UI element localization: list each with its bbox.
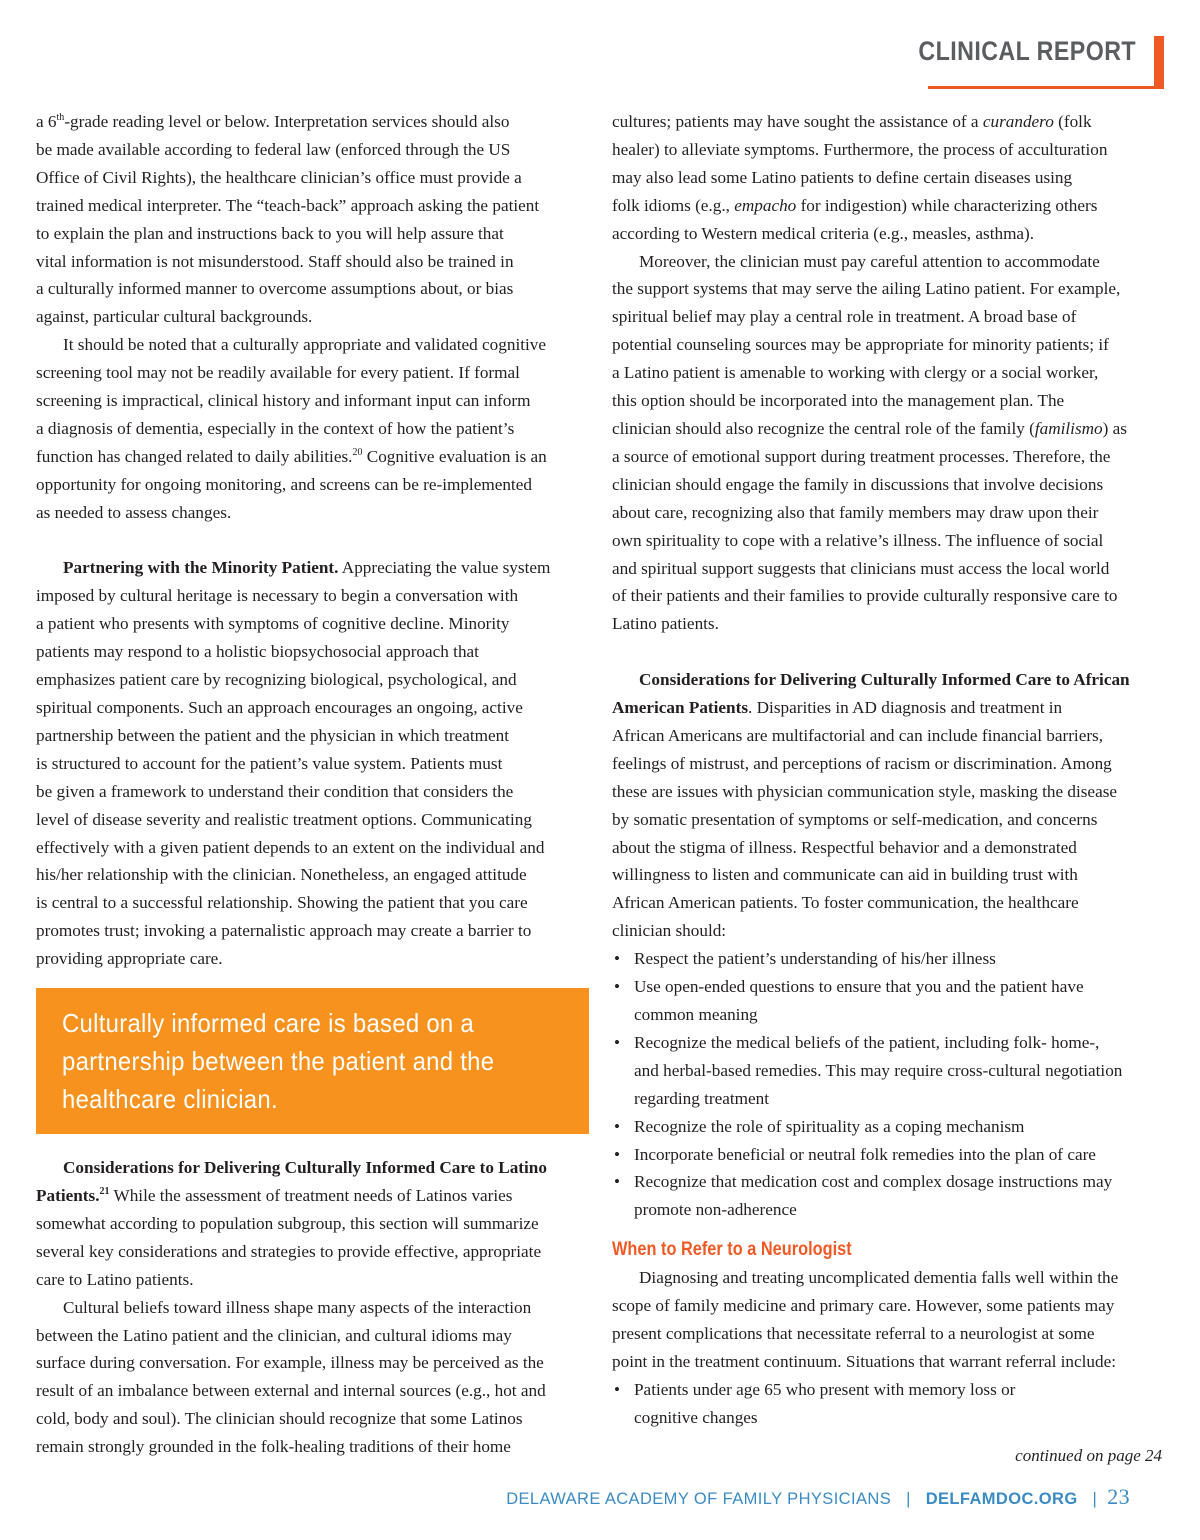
reference-21: 21 (99, 1185, 110, 1197)
body-line: function has changed related to daily abilities.$^{20}$ Cognitive evaluation is an (36, 446, 547, 466)
page-number: 23 (1107, 1484, 1130, 1509)
body-line: these are issues with physician communication style, masking the disease (612, 781, 1118, 801)
body-line: cold, body and soul). The clinician should recognize that some Latinos (36, 1409, 523, 1429)
body-line: as needed to assess changes. (36, 502, 232, 522)
list-item: • Recognize the medical beliefs of the patient, including folk- home-, and herbal-based remedies. This may require cross-cultural negotiation regarding treatment (612, 1029, 1164, 1113)
body-line: a 6th-grade reading level or below. Interpretation services should also (36, 112, 510, 131)
callout-line: healthcare clinician. (62, 1084, 278, 1115)
body-line: promotes trust; invoking a paternalistic approach may create a barrier to (36, 921, 532, 941)
body-line: providing appropriate care. (36, 949, 223, 969)
body-line: patients may respond to a holistic biopsychosocial approach that (36, 642, 479, 662)
body-line: spiritual belief may play a central role in treatment. A broad base of (612, 307, 1077, 327)
body-line: partnership between the patient and the physician in which treatment (36, 725, 509, 745)
partnering-heading: Partnering with the Minority Patient. (63, 558, 339, 578)
body-line: his/her relationship with the clinician. Nonetheless, an engaged attitude (36, 865, 527, 885)
body-line: a Latino patient is amenable to working with clergy or a social worker, (612, 363, 1099, 383)
body-line: is central to a successful relationship. Showing the patient that you care (36, 893, 528, 913)
section-label: CLINICAL REPORT (918, 36, 1136, 66)
reference-20: 20 (352, 446, 363, 458)
footer-site-link[interactable]: DELFAMDOC.ORG (925, 1490, 1078, 1508)
body-line: care to Latino patients. (36, 1269, 194, 1289)
body-line: a diagnosis of dementia, especially in the context of how the patient’s (36, 418, 515, 438)
body-line: spiritual components. Such an approach encourages an ongoing, active (36, 698, 523, 718)
body-line: surface during conversation. For example, illness may be perceived as the (36, 1353, 544, 1373)
body-line: a patient who presents with symptoms of cognitive decline. Minority (36, 614, 510, 634)
left-column (36, 108, 589, 1461)
body-line: African American patients. To foster communication, the healthcare (612, 893, 1079, 913)
body-line: somewhat according to population subgroup, this section will summarize (36, 1213, 539, 1233)
body-line: by somatic presentation of symptoms or self-medication, and concerns (612, 809, 1098, 829)
body-line: may also lead some Latino patients to define certain diseases using (612, 167, 1073, 187)
body-line: own spirituality to cope with a relative’s illness. The influence of social (612, 530, 1104, 550)
body-line: Cultural beliefs toward illness shape many aspects of the interaction (63, 1297, 532, 1317)
body-line: between the Latino patient and the clinician, and cultural idioms may (36, 1325, 512, 1345)
page-footer (506, 1484, 1130, 1510)
body-line: potential counseling sources may be appropriate for minority patients; if (612, 335, 1109, 355)
body-line: is structured to account for the patient’s value system. Patients must (36, 753, 503, 773)
list-item: • Patients under age 65 who present with memory loss or cognitive changes (612, 1376, 1164, 1432)
body-line: and spiritual support suggests that clinicians must access the local world (612, 558, 1110, 578)
list-item: • Use open-ended questions to ensure that you and the patient have common meaning (612, 973, 1164, 1029)
body-line: screening tool may not be readily available for every patient. If formal (36, 363, 520, 383)
list-item: • Recognize the role of spirituality as a coping mechanism (612, 1113, 1164, 1141)
callout-line: Culturally informed care is based on a (62, 1008, 475, 1039)
body-line: imposed by cultural heritage is necessary to begin a conversation with (36, 586, 519, 606)
body-line: about care, recognizing also that family members may draw upon their (612, 502, 1099, 522)
recommendation-list (612, 945, 1164, 1224)
header-accent-bar (1154, 36, 1164, 88)
body-line: It should be noted that a culturally appropriate and validated cognitive (63, 335, 547, 355)
body-line: to explain the plan and instructions back to you will help assure that (36, 223, 504, 243)
referral-list (612, 1376, 1164, 1432)
body-line: clinician should also recognize the central role of the family (familismo) as (612, 418, 1127, 438)
list-item: • Respect the patient’s understanding of his/her illness (612, 945, 1164, 973)
neurologist-subheading: When to Refer to a Neurologist (612, 1239, 852, 1261)
continued-note: continued on page 24 (1015, 1446, 1162, 1465)
right-column (612, 108, 1164, 1432)
list-item: • Recognize that medication cost and complex dosage instructions may promote non-adherence (612, 1168, 1164, 1224)
body-line: level of disease severity and realistic treatment options. Communicating (36, 809, 532, 829)
body-line: healer) to alleviate symptoms. Furthermore, the process of acculturation (612, 139, 1108, 159)
body-line: Diagnosing and treating uncomplicated dementia falls well within the (639, 1268, 1119, 1288)
body-line: present complications that necessitate referral to a neurologist at some (612, 1324, 1095, 1344)
body-line: emphasizes patient care by recognizing biological, psychological, and (36, 670, 517, 690)
body-line: clinician should: (612, 921, 727, 941)
header-accent-rule (928, 86, 1164, 89)
body-line: remain strongly grounded in the folk-healing traditions of their home (36, 1437, 511, 1457)
body-line: the support systems that may serve the ailing Latino patient. For example, (612, 279, 1121, 299)
body-line: a source of emotional support during treatment processes. Therefore, the (612, 446, 1111, 466)
body-line: feelings of mistrust, and perceptions of racism or discrimination. Among (612, 753, 1112, 773)
body-line: be made available according to federal law (enforced through the US (36, 139, 511, 159)
body-line: Patients.$^{21}$ While the assessment of treatment needs of Latinos varies (36, 1185, 513, 1205)
body-line: African Americans are multifactorial and can include financial barriers, (612, 725, 1104, 745)
body-line: American Patients. Disparities in AD diagnosis and treatment in (612, 698, 1063, 718)
body-line: a culturally informed manner to overcome assumptions about, or bias (36, 279, 514, 299)
body-line: Office of Civil Rights), the healthcare clinician’s office must provide a (36, 167, 522, 187)
body-line: according to Western medical criteria (e.g., measles, asthma). (612, 223, 1035, 243)
body-line: trained medical interpreter. The “teach-back” approach asking the patient (36, 195, 540, 215)
pull-quote-callout (36, 988, 589, 1134)
footer-org: DELAWARE ACADEMY OF FAMILY PHYSICIANS (506, 1490, 892, 1508)
body-line: willingness to listen and communicate can aid in building trust with (612, 865, 1078, 885)
footer-separator: | (906, 1490, 911, 1508)
body-line: Latino patients. (612, 614, 719, 634)
body-line: clinician should engage the family in discussions that involve decisions (612, 474, 1104, 494)
african-american-heading: Considerations for Delivering Culturally Informed Care to African (639, 670, 1130, 690)
body-line: effectively with a given patient depends to an extent on the individual and (36, 837, 545, 857)
body-line: screening is impractical, clinical history and informant input can inform (36, 391, 531, 411)
body-line: of their patients and their families to provide culturally responsive care to (612, 586, 1118, 606)
callout-line: partnership between the patient and the (62, 1046, 495, 1077)
body-line: result of an imbalance between external and internal sources (e.g., hot and (36, 1381, 546, 1401)
body-line: about the stigma of illness. Respectful behavior and a demonstrated (612, 837, 1077, 857)
body-line: several key considerations and strategies to provide effective, appropriate (36, 1241, 542, 1261)
body-line: Moreover, the clinician must pay careful attention to accommodate (639, 251, 1100, 271)
body-line: folk idioms (e.g., empacho for indigestion) while characterizing others (612, 195, 1098, 215)
footer-separator: | (1092, 1490, 1098, 1508)
latino-heading: Considerations for Delivering Culturally Informed Care to Latino (63, 1158, 547, 1178)
body-line: this option should be incorporated into the management plan. The (612, 391, 1065, 411)
body-line: be given a framework to understand their condition that considers the (36, 781, 514, 801)
list-item: • Incorporate beneficial or neutral folk remedies into the plan of care (612, 1141, 1164, 1169)
body-line: scope of family medicine and primary care. However, some patients may (612, 1296, 1115, 1316)
body-line: vital information is not misunderstood. Staff should also be trained in (36, 251, 514, 271)
body-line: cultures; patients may have sought the assistance of a curandero (folk (612, 112, 1092, 131)
body-line: against, particular cultural backgrounds. (36, 307, 313, 327)
body-line: Partnering with the Minority Patient. Appreciating the value system (63, 558, 551, 578)
body-line: opportunity for ongoing monitoring, and screens can be re-implemented (36, 474, 532, 494)
body-line: point in the treatment continuum. Situations that warrant referral include: (612, 1351, 1117, 1371)
